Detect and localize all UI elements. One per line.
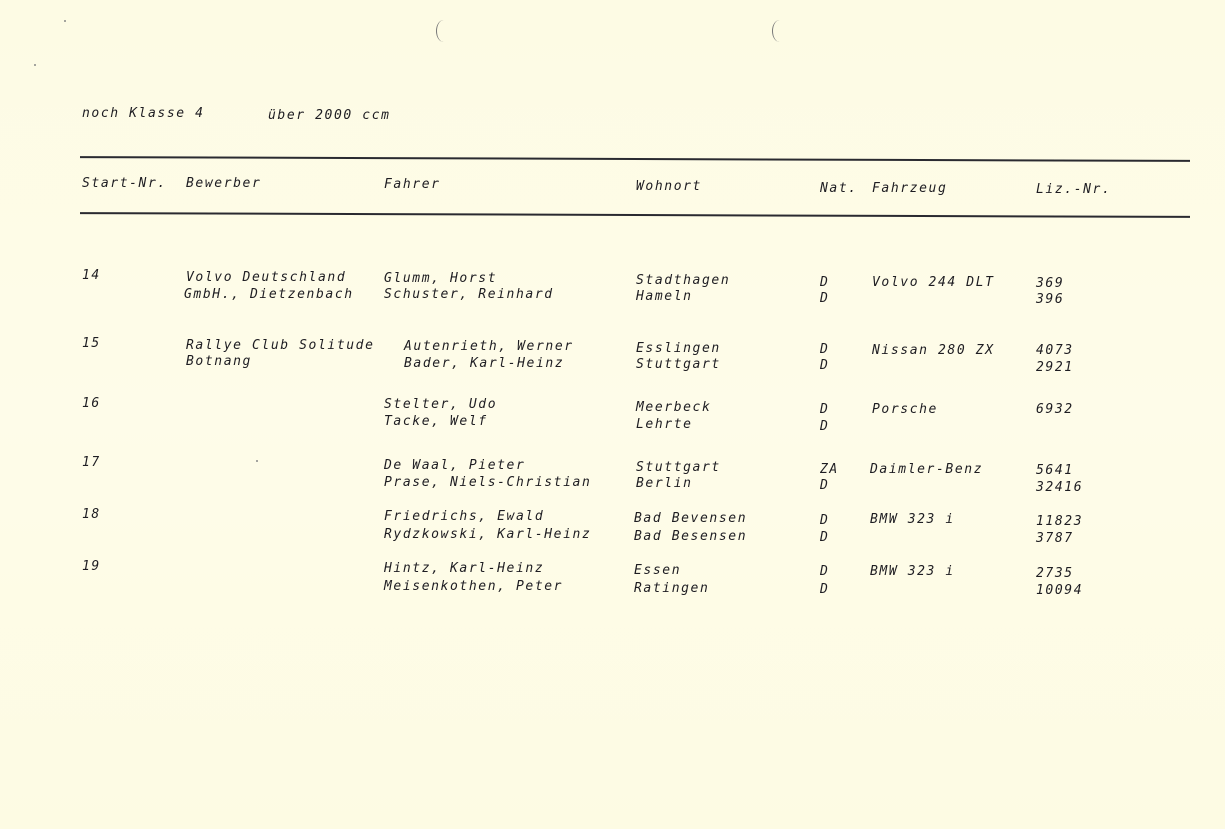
displacement-heading: über 2000 ccm — [268, 108, 391, 123]
wohnort: Meerbeck — [636, 400, 712, 415]
paper-speck — [256, 460, 258, 462]
fahrer-name: Tacke, Welf — [384, 414, 488, 429]
wohnort: Stuttgart — [636, 460, 721, 475]
start-nr: 15 — [82, 336, 101, 351]
start-nr: 14 — [82, 268, 101, 283]
fahrzeug: Nissan 280 ZX — [872, 343, 995, 358]
nationality: D — [820, 291, 830, 306]
class-heading: noch Klasse 4 — [82, 106, 205, 121]
fahrer-name: Glumm, Horst — [384, 271, 498, 286]
fahrzeug: Porsche — [872, 402, 938, 417]
fahrer-name: Friedrichs, Ewald — [384, 509, 545, 524]
header-rule-top — [80, 156, 1190, 162]
fahrer-name: De Waal, Pieter — [384, 458, 526, 473]
lizenz-nr: 11823 — [1036, 514, 1084, 529]
col-header-wohnort: Wohnort — [636, 179, 702, 194]
nationality: D — [820, 275, 830, 290]
start-nr: 19 — [82, 559, 101, 574]
nationality: D — [820, 358, 830, 373]
wohnort: Essen — [634, 563, 682, 578]
start-nr: 18 — [82, 507, 101, 522]
paper-speck — [64, 20, 66, 22]
wohnort: Berlin — [636, 476, 693, 491]
bewerber-line: Rallye Club Solitude — [186, 338, 375, 353]
fahrzeug: BMW 323 i — [870, 512, 955, 527]
lizenz-nr: 369 — [1036, 276, 1065, 291]
fahrer-name: Hintz, Karl-Heinz — [384, 561, 545, 576]
lizenz-nr: 6932 — [1036, 402, 1074, 417]
lizenz-nr: 2921 — [1036, 360, 1074, 375]
bewerber-line: GmbH., Dietzenbach — [184, 287, 354, 302]
fahrer-name: Rydzkowski, Karl-Heinz — [384, 527, 592, 542]
fahrer-name: Meisenkothen, Peter — [384, 579, 564, 594]
wohnort: Ratingen — [634, 581, 710, 596]
nationality: D — [820, 513, 830, 528]
wohnort: Lehrte — [636, 417, 693, 432]
col-header-nat: Nat. — [820, 181, 858, 196]
nationality: D — [820, 342, 830, 357]
col-header-fahrer: Fahrer — [384, 177, 441, 192]
punch-hole-mark — [772, 20, 787, 42]
lizenz-nr: 396 — [1036, 292, 1065, 307]
nationality: D — [820, 478, 830, 493]
fahrzeug: BMW 323 i — [870, 564, 955, 579]
nationality: D — [820, 419, 830, 434]
wohnort: Bad Bevensen — [634, 511, 748, 526]
wohnort: Esslingen — [636, 341, 721, 356]
fahrer-name: Autenrieth, Werner — [404, 339, 574, 354]
nationality: D — [820, 402, 830, 417]
nationality: D — [820, 530, 830, 545]
nationality: D — [820, 582, 830, 597]
lizenz-nr: 10094 — [1036, 583, 1084, 598]
fahrer-name: Schuster, Reinhard — [384, 287, 554, 302]
bewerber-line: Volvo Deutschland — [186, 270, 347, 285]
wohnort: Stuttgart — [636, 357, 721, 372]
start-nr: 16 — [82, 396, 101, 411]
nationality: D — [820, 564, 830, 579]
fahrer-name: Bader, Karl-Heinz — [404, 356, 565, 371]
fahrzeug: Volvo 244 DLT — [872, 275, 995, 290]
wohnort: Bad Besensen — [634, 529, 748, 544]
wohnort: Hameln — [636, 289, 693, 304]
start-nr: 17 — [82, 455, 101, 470]
lizenz-nr: 4073 — [1036, 343, 1074, 358]
lizenz-nr: 32416 — [1036, 480, 1084, 495]
col-header-start-nr: Start-Nr. — [82, 176, 167, 191]
fahrer-name: Prase, Niels-Christian — [384, 475, 592, 490]
lizenz-nr: 3787 — [1036, 531, 1074, 546]
nationality: ZA — [820, 462, 839, 477]
col-header-bewerber: Bewerber — [186, 176, 262, 191]
fahrer-name: Stelter, Udo — [384, 397, 498, 412]
col-header-fahrzeug: Fahrzeug — [872, 181, 948, 196]
fahrzeug: Daimler-Benz — [870, 462, 984, 477]
paper-speck — [34, 64, 36, 66]
lizenz-nr: 2735 — [1036, 566, 1074, 581]
punch-hole-mark — [436, 20, 451, 42]
col-header-liz-nr: Liz.-Nr. — [1036, 182, 1112, 197]
bewerber-line: Botnang — [186, 354, 252, 369]
wohnort: Stadthagen — [636, 273, 731, 288]
lizenz-nr: 5641 — [1036, 463, 1074, 478]
header-rule-bottom — [80, 212, 1190, 218]
